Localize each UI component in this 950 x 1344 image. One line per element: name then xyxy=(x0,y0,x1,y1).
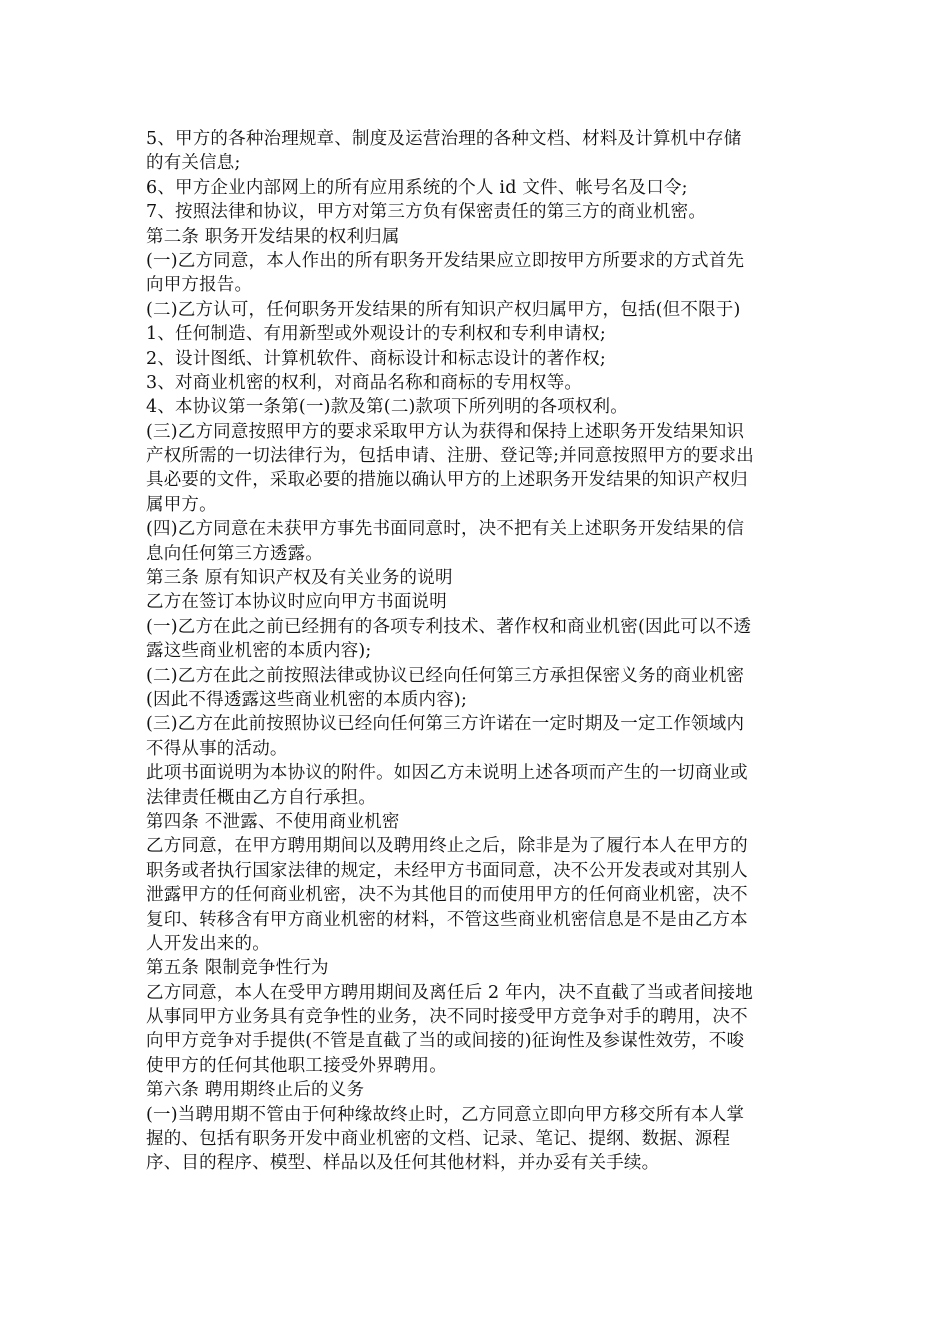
text-line: 1、任何制造、有用新型或外观设计的专利权和专利申请权; xyxy=(146,324,606,345)
text-line: 序、目的程序、模型、样品以及任何其他材料，并办妥有关手续。 xyxy=(146,1153,660,1174)
text-line: (三)乙方同意按照甲方的要求采取甲方认为获得和保持上述职务开发结果知识 xyxy=(146,421,745,442)
text-line: 属甲方。 xyxy=(146,494,217,515)
text-line: 人开发出来的。 xyxy=(146,933,270,954)
text-line: (一)当聘用期不管由于何种缘故终止时，乙方同意立即向甲方移交所有本人掌 xyxy=(146,1104,745,1125)
text-line: 泄露甲方的任何商业机密，决不为其他目的而使用甲方的任何商业机密，决不 xyxy=(146,885,748,906)
text-line: 不得从事的活动。 xyxy=(146,738,288,759)
text-line: 第五条 限制竞争性行为 xyxy=(146,958,329,979)
text-line: 第三条 原有知识产权及有关业务的说明 xyxy=(146,568,453,589)
text-line: 从事同甲方业务具有竞争性的业务，决不同时接受甲方竞争对手的聘用，决不 xyxy=(146,1007,748,1028)
text-line: (二)乙方在此之前按照法律或协议已经向任何第三方承担保密义务的商业机密 xyxy=(146,665,745,686)
text-line: 此项书面说明为本协议的附件。如因乙方未说明上述各项而产生的一切商业或 xyxy=(146,763,748,784)
text-line: 握的、包括有职务开发中商业机密的文档、记录、笔记、提纲、数据、源程 xyxy=(146,1129,731,1150)
text-line: 息向任何第三方透露。 xyxy=(146,543,323,564)
text-line: 向甲方竞争对手提供(不管是直截了当的或间接的)征询性及参谋性效劳，不唆 xyxy=(146,1031,745,1052)
text-line: 复印、转移含有甲方商业机密的材料，不管这些商业机密信息是不是由乙方本 xyxy=(146,909,748,930)
text-line: (一)乙方同意，本人作出的所有职务开发结果应立即按甲方所要求的方式首先 xyxy=(146,250,745,271)
text-line: 产权所需的一切法律行为，包括申请、注册、登记等;并同意按照甲方的要求出 xyxy=(146,446,754,467)
text-line: (二)乙方认可，任何职务开发结果的所有知识产权归属甲方，包括(但不限于) xyxy=(146,299,741,320)
text-line: (四)乙方同意在未获甲方事先书面同意时，决不把有关上述职务开发结果的信 xyxy=(146,519,745,540)
text-line: 第二条 职务开发结果的权利归属 xyxy=(146,226,400,247)
text-line: 6、甲方企业内部网上的所有应用系统的个人 id 文件、帐号名及口令; xyxy=(146,177,688,198)
text-line: 5、甲方的各种治理规章、制度及运营治理的各种文档、材料及计算机中存储 xyxy=(146,129,742,149)
text-line: 3、对商业机密的权利，对商品名称和商标的专用权等。 xyxy=(146,372,583,393)
text-line: 4、本协议第一条第(一)款及第(二)款项下所列明的各项权利。 xyxy=(146,397,628,418)
text-line: 法律责任概由乙方自行承担。 xyxy=(146,787,377,808)
text-line: 乙方在签订本协议时应向甲方书面说明 xyxy=(146,592,447,613)
text-line: 第六条 聘用期终止后的义务 xyxy=(146,1080,365,1101)
text-line: (一)乙方在此之前已经拥有的各项专利技术、著作权和商业机密(因此可以不透 xyxy=(146,616,752,637)
text-line: 使甲方的任何其他职工接受外界聘用。 xyxy=(146,1055,447,1076)
text-line: 乙方同意，本人在受甲方聘用期间及离任后 2 年内，决不直截了当或者间接地 xyxy=(146,982,753,1003)
text-line: 职务或者执行国家法律的规定，未经甲方书面同意，决不公开发表或对其别人 xyxy=(146,860,748,881)
text-line: 具必要的文件，采取必要的措施以确认甲方的上述职务开发结果的知识产权归 xyxy=(146,470,748,491)
text-line: 的有关信息; xyxy=(146,153,241,174)
text-line: (因此不得透露这些商业机密的本质内容); xyxy=(146,689,468,710)
text-line: 第四条 不泄露、不使用商业机密 xyxy=(146,811,400,832)
text-line: (三)乙方在此前按照协议已经向任何第三方许诺在一定时期及一定工作领域内 xyxy=(146,714,745,735)
text-line: 露这些商业机密的本质内容); xyxy=(146,641,372,662)
document-body xyxy=(146,127,826,1176)
text-line: 乙方同意，在甲方聘用期间以及聘用终止之后，除非是为了履行本人在甲方的 xyxy=(146,836,748,857)
text-line: 7、按照法律和协议，甲方对第三方负有保密责任的第三方的商业机密。 xyxy=(146,202,707,223)
text-line: 2、设计图纸、计算机软件、商标设计和标志设计的著作权; xyxy=(146,348,606,369)
text-line: 向甲方报告。 xyxy=(146,275,253,296)
